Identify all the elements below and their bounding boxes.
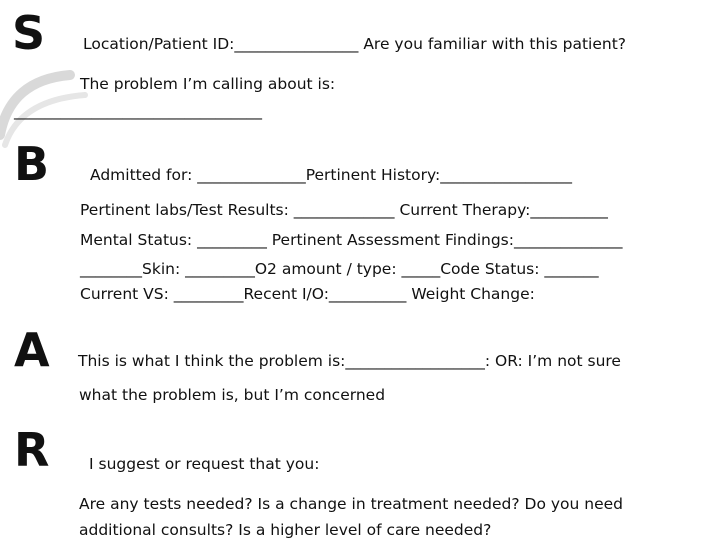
assessment-line-concerned: what the problem is, but I’m concerned <box>79 386 386 404</box>
situation-line-location: Location/Patient ID:________________ Are you familiar with this patient? <box>83 35 627 53</box>
background-line-mental: Mental Status: _________ Pertinent Assessment Findings:______________ <box>80 231 623 249</box>
recommendation-line-tests: Are any tests needed? Is a change in treatment needed? Do you need <box>79 495 624 513</box>
background-line-skin: ________Skin: _________O2 amount / type: _____Code Status: _______ <box>80 260 599 278</box>
assessment-line-problem: This is what I think the problem is:__________________: OR: I’m not sure <box>78 352 621 370</box>
section-letter-r: R <box>14 423 50 477</box>
background-line-labs: Pertinent labs/Test Results: _____________ Current Therapy:__________ <box>80 201 608 219</box>
section-letter-s: S <box>12 6 46 60</box>
situation-line-problem: The problem I’m calling about is: <box>80 75 336 93</box>
recommendation-line-consults: additional consults? Is a higher level of care needed? <box>79 521 492 539</box>
background-line-admitted: Admitted for: ______________Pertinent History:_________________ <box>90 166 572 184</box>
section-letter-b: B <box>14 137 50 191</box>
section-letter-a: A <box>14 323 50 377</box>
recommendation-line-suggest: I suggest or request that you: <box>89 455 320 473</box>
background-line-vitals: Current VS: _________Recent I/O:__________ Weight Change: <box>80 285 535 303</box>
situation-line-blank: ________________________________ <box>14 102 262 120</box>
